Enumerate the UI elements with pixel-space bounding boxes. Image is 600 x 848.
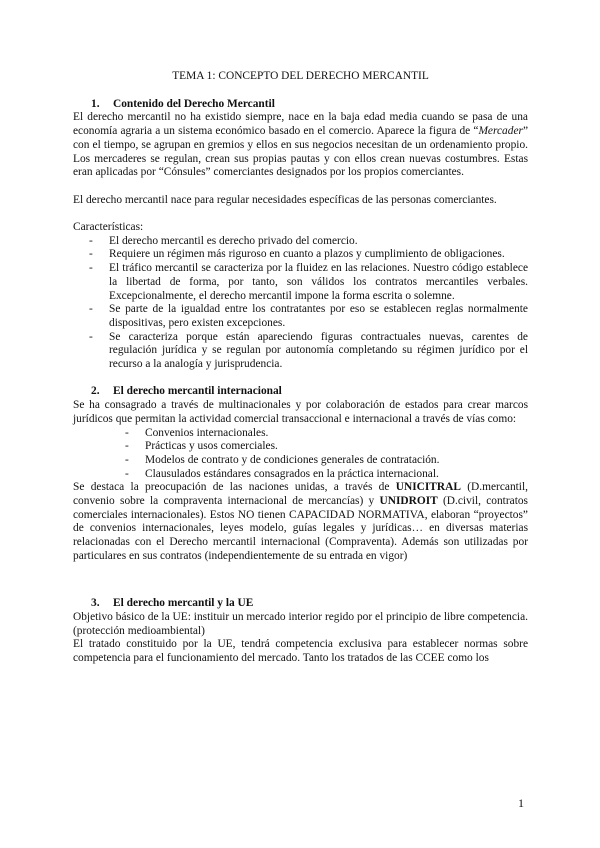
document-page xyxy=(73,70,528,666)
section-1-paragraph-1 xyxy=(73,111,528,180)
unicitral-bold: UNICITRAL xyxy=(395,481,461,494)
section-3-heading xyxy=(73,597,528,611)
section-3-paragraph-2: El tratado constituido por la UE, tendrá competencia exclusiva para establecer normas sobre competencia para el funcionamiento del mercado. Tanto los tratados de las CCEE como los xyxy=(73,638,528,665)
characteristics-label: Características: xyxy=(73,221,144,233)
list-item: - Prácticas y usos comerciales. xyxy=(73,440,528,454)
list-item: - El derecho mercantil es derecho privado del comercio. xyxy=(73,235,528,249)
list-item: - El tráfico mercantil se caracteriza por la fluidez en las relaciones. Nuestro código establece la libertad de forma, por tanto, son válidos los contratos mercantiles verbales. Excepcionalmente, el derecho mercantil impone la forma escrita o solemne. xyxy=(73,262,528,303)
section-3-paragraph-1: Objetivo básico de la UE: instituir un mercado interior regido por el principio de libre competencia. (protección medioambiental) xyxy=(73,610,528,637)
text-run: ” con el tiempo, se agrupan en gremios y ellos en sus negocios necesitan de un ordenamiento propio. Los mercaderes se regulan, crean sus propias pautas y con ellos crean nuevas costumbres. Estas eran aplicadas por “Cónsules” comerciantes designados por los propios comerciantes. xyxy=(73,125,528,179)
section-3-number: 3. xyxy=(91,597,100,610)
list-item: - Clausulados estándares consagrados en la práctica internacional. xyxy=(73,468,528,482)
list-item: - Requiere un régimen más riguroso en cuanto a plazos y cumplimiento de obligaciones. xyxy=(73,248,528,262)
list-item: - Se caracteriza porque están apareciendo figuras contractuales nuevas, carentes de regulación jurídica y se regulan por autonomía completando su régimen jurídico por el recurso a la analogía y jurisprudencia. xyxy=(73,331,528,372)
text-run: (D.civil, contratos comerciales internacionales). Estos NO tienen CAPACIDAD NORMATIVA, elaboran “proyectos” de convenios internacionales, leyes modelo, guías legales y jurídicas… en diversas materias relacionadas con el Derecho mercantil internacional (Compraventa). Además son utilizadas por particulares en sus contratos (independientemente de su entrada en vigor) xyxy=(73,495,528,562)
spacer xyxy=(73,584,528,598)
international-ways-list xyxy=(73,427,528,482)
unidroit-bold: UNIDROIT xyxy=(379,495,438,508)
list-item: - Se parte de la igualdad entre los contratantes por eso se establecen reglas normalmente dispositivas, pero existen excepciones. xyxy=(73,303,528,330)
section-1-paragraph-2: El derecho mercantil nace para regular necesidades específicas de las personas comerciantes. xyxy=(73,193,497,206)
list-item: - Modelos de contrato y de condiciones generales de contratación. xyxy=(73,454,528,468)
spacer xyxy=(73,180,528,194)
list-item: - Convenios internacionales. xyxy=(73,427,528,441)
section-3-title: El derecho mercantil y la UE xyxy=(113,597,254,610)
section-1-title: Contenido del Derecho Mercantil xyxy=(113,97,275,110)
text-run: (D.mercantil, convenio sobre la compraventa internacional de mercancías) y xyxy=(73,481,528,508)
section-2-number: 2. xyxy=(91,385,100,398)
text-run: El derecho mercantil no ha existido siempre, nace en la baja edad media cuando se pasa de una economía agraria a un sistema económico basado en el comercio. Aparece la figura de “ xyxy=(73,111,528,138)
section-1-heading xyxy=(73,98,528,112)
text-run: Se destaca la preocupación de las naciones unidas, a través de xyxy=(73,481,396,494)
section-2-paragraph-2 xyxy=(73,481,528,563)
document-title: TEMA 1: CONCEPTO DEL DERECHO MERCANTIL xyxy=(172,70,429,82)
emphasis-mercader: Mercader xyxy=(478,125,523,138)
section-2-heading xyxy=(73,385,528,399)
section-2-title: El derecho mercantil internacional xyxy=(113,385,282,398)
spacer xyxy=(73,564,528,584)
page-number: 1 xyxy=(518,796,524,810)
section-1-number: 1. xyxy=(91,97,100,110)
section-2-paragraph-1: Se ha consagrado a través de multinacionales y por colaboración de estados para crear marcos jurídicos que permitan la actividad comercial transaccional e internacional a través de vías como: xyxy=(73,399,528,425)
spacer xyxy=(73,207,528,221)
spacer xyxy=(73,372,528,386)
characteristics-list xyxy=(73,235,528,372)
